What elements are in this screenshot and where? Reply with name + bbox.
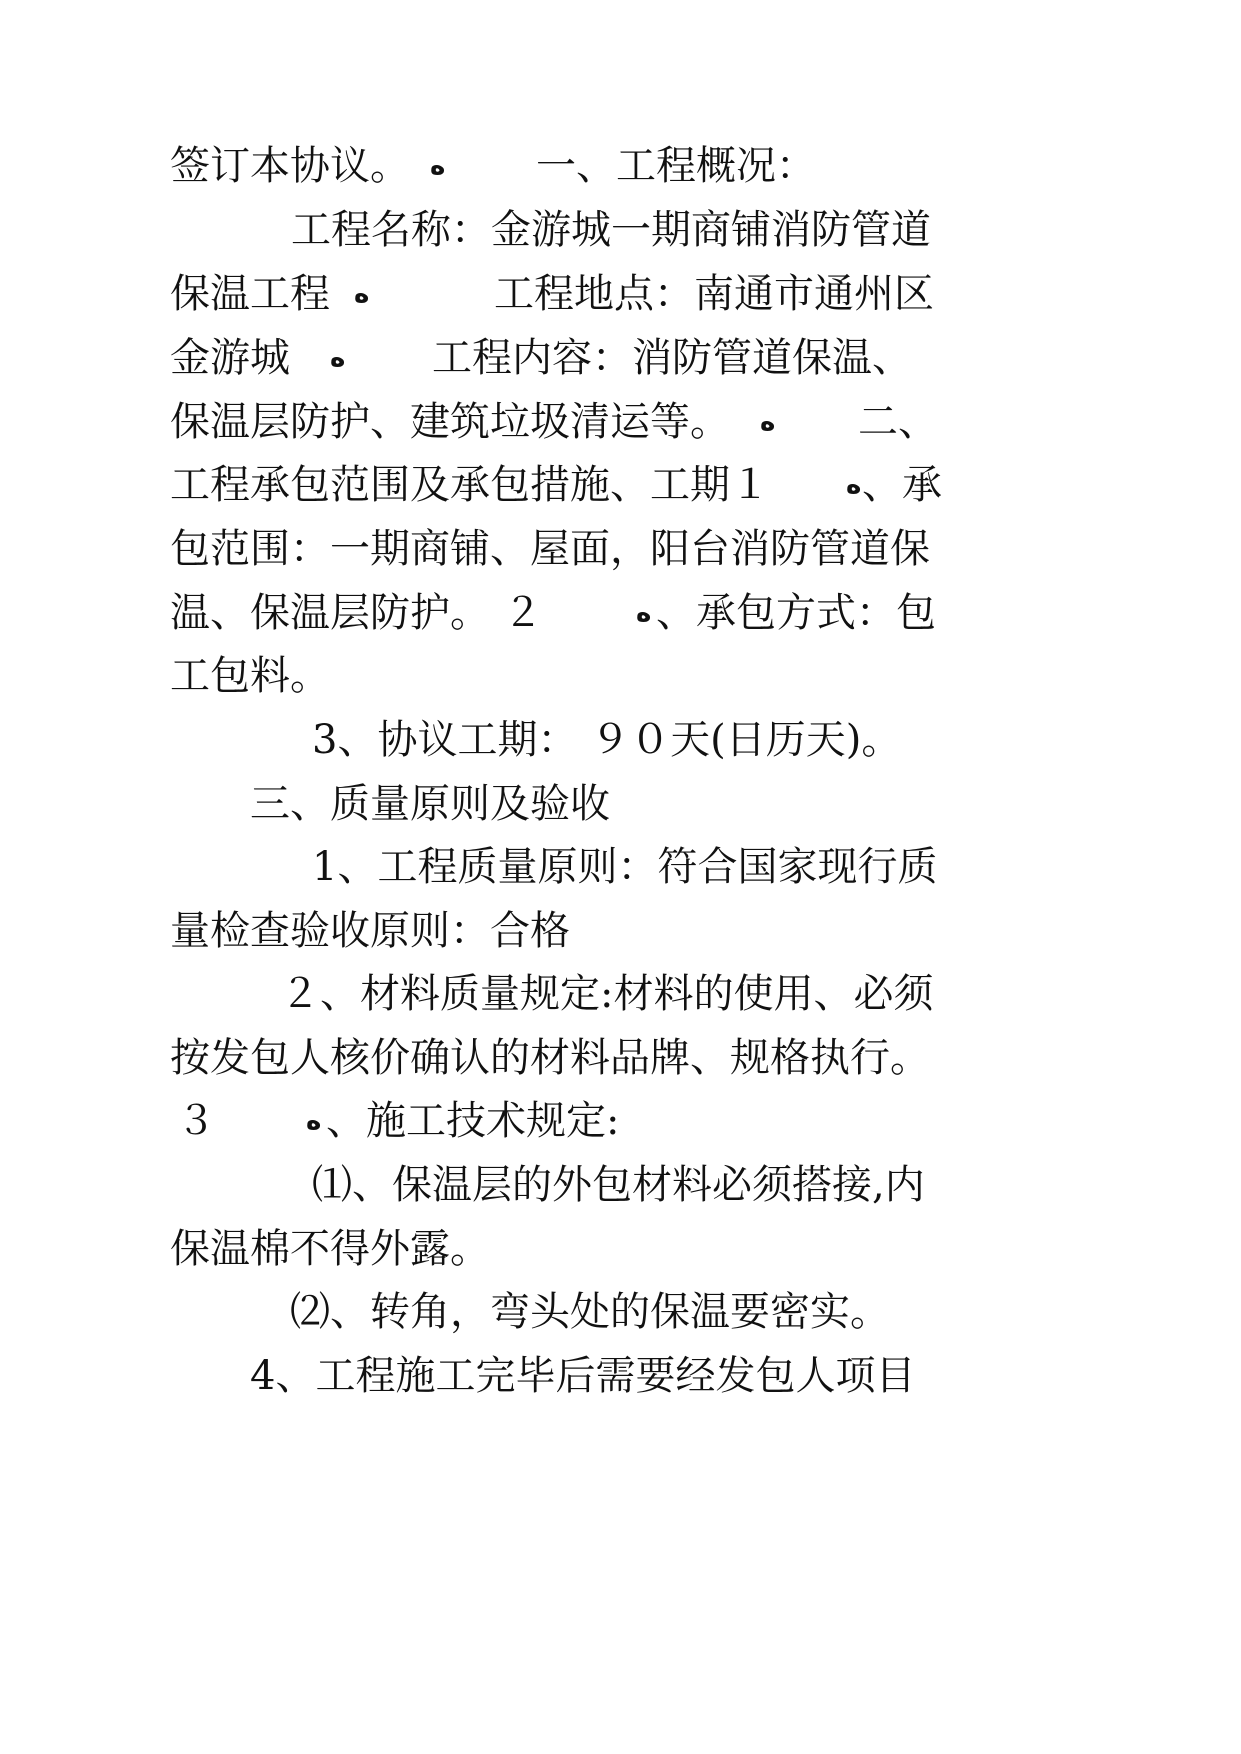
text-segment: 工程内容：消防管道保温、 bbox=[432, 335, 912, 381]
text-segment: 工程名称：金游城一期商铺消防管道 bbox=[291, 207, 931, 253]
tab-mark: ﻩ bbox=[354, 279, 370, 309]
text-segment: 4、工程施工完毕后需要经发包人项目 bbox=[250, 1353, 916, 1399]
tab-mark: ﻩ bbox=[846, 470, 862, 500]
text-segment: ⑵、转角，弯头处的保温要密实。 bbox=[290, 1289, 890, 1335]
text-segment: 二、 bbox=[858, 399, 938, 445]
text-segment: 金游城 bbox=[170, 335, 290, 381]
text-segment: 工程地点：南通市通州区 bbox=[494, 271, 934, 317]
text-segment: 1、工程质量原则：符合国家现行质 bbox=[312, 844, 938, 890]
text-segment: 按发包人核价确认的材料品牌、规格执行。 bbox=[170, 1035, 930, 1081]
tab-mark: ﻩ bbox=[760, 407, 776, 437]
text-segment: 保温棉不得外露。 bbox=[170, 1226, 490, 1272]
text-segment: ⑴、保温层的外包材料必须搭接,内 bbox=[312, 1162, 925, 1208]
text-segment: 、施工技术规定: bbox=[326, 1098, 620, 1144]
text-segment: 、承包方式：包 bbox=[656, 590, 936, 636]
text-segment: 保温工程 bbox=[170, 271, 330, 317]
tab-mark: ﻩ bbox=[306, 1106, 322, 1136]
tab-mark: ﻩ bbox=[330, 343, 346, 373]
tab-mark: ﻩ bbox=[636, 598, 652, 628]
text-segment: 保温层防护、建筑垃圾清运等。 bbox=[170, 399, 730, 445]
text-segment: 工程承包范围及承包措施、工期１ bbox=[170, 462, 770, 508]
text-segment: ２、材料质量规定:材料的使用、必须 bbox=[280, 971, 934, 1017]
text-segment: 工包料。 bbox=[170, 653, 330, 699]
section-heading: 三、质量原则及验收 bbox=[250, 781, 610, 827]
text-segment: 签订本协议。 bbox=[170, 143, 410, 189]
text-segment: ３ bbox=[176, 1098, 216, 1144]
text-segment: 量检查验收原则：合格 bbox=[170, 908, 570, 954]
text-segment: 一、工程概况： bbox=[536, 143, 816, 189]
text-segment: 温、保温层防护。 ２ bbox=[170, 590, 543, 636]
tab-mark: ﻩ bbox=[430, 151, 446, 181]
text-segment: 3、协议工期： ９０天(日历天)。 bbox=[312, 717, 902, 763]
text-segment: 、承 bbox=[862, 462, 942, 508]
text-segment: 包范围：一期商铺、屋面，阳台消防管道保 bbox=[170, 526, 930, 572]
